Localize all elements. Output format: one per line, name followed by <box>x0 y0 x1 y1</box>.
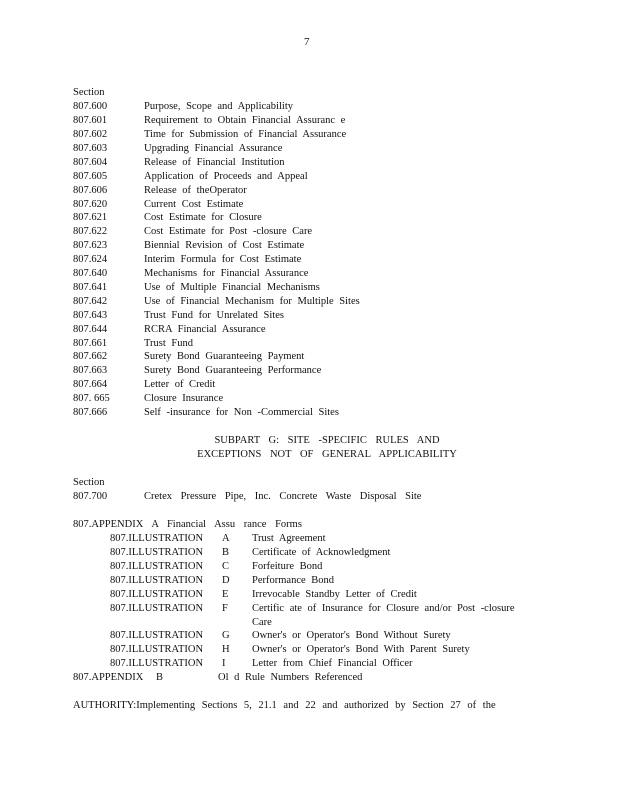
toc-number: 807.662 <box>73 351 108 362</box>
section-heading: Section <box>73 87 105 98</box>
toc-number: 807.666 <box>73 407 108 418</box>
toc-number: 807.623 <box>73 240 108 251</box>
toc-number: 807.644 <box>73 324 108 335</box>
page-number: 7 <box>304 36 310 48</box>
illustration-name: 807.ILLUSTRATION <box>110 658 204 669</box>
illustration-desc: Trust Agreement <box>252 533 326 544</box>
toc-title: Requirement to Obtain Financial Assuranc e <box>144 115 346 126</box>
illustration-name: 807.ILLUSTRATION <box>110 533 204 544</box>
toc-number: 807.620 <box>73 199 108 210</box>
illustration-name: 807.ILLUSTRATION <box>110 561 204 572</box>
illustration-letter: B <box>222 547 230 558</box>
toc-title: Use of Multiple Financial Mechanisms <box>144 282 320 293</box>
toc-number: 807.642 <box>73 296 108 307</box>
illustration-desc: Certific ate of Insurance for Closure and/or Post -closure <box>252 603 515 614</box>
illustration-name: 807.ILLUSTRATION <box>110 575 204 586</box>
toc-title: Upgrading Financial Assurance <box>144 143 283 154</box>
toc-title: Surety Bond Guaranteeing Payment <box>144 351 305 362</box>
toc-title: Purpose, Scope and Applicability <box>144 101 293 112</box>
section-heading: Section <box>73 477 105 488</box>
toc-number: 807.640 <box>73 268 108 279</box>
illustration-desc: Owner's or Operator's Bond Without Surety <box>252 630 451 641</box>
illustration-desc-continued: Care <box>252 617 272 628</box>
toc-title: Interim Formula for Cost Estimate <box>144 254 302 265</box>
toc-title: Use of Financial Mechanism for Multiple Sites <box>144 296 360 307</box>
toc-title: Cretex Pressure Pipe, Inc. Concrete Waste Disposal Site <box>144 491 422 502</box>
toc-title: Mechanisms for Financial Assurance <box>144 268 309 279</box>
toc-title: Trust Fund for Unrelated Sites <box>144 310 284 321</box>
illustration-letter: I <box>222 658 226 669</box>
toc-title: Cost Estimate for Closure <box>144 212 262 223</box>
toc-title: Surety Bond Guaranteeing Performance <box>144 365 322 376</box>
illustration-name: 807.ILLUSTRATION <box>110 630 204 641</box>
illustration-desc: Certificate of Acknowledgment <box>252 547 391 558</box>
illustration-letter: F <box>222 603 228 614</box>
illustration-letter: C <box>222 561 230 572</box>
toc-number: 807. 665 <box>73 393 110 404</box>
appendix-b-desc: Ol d Rule Numbers Referenced <box>218 672 363 683</box>
illustration-letter: G <box>222 630 230 641</box>
authority-note: AUTHORITY:Implementing Sections 5, 21.1 and 22 and authorized by Section 27 of the <box>73 700 496 711</box>
appendix-b-name: 807.APPENDIX <box>73 672 144 683</box>
illustration-name: 807.ILLUSTRATION <box>110 589 204 600</box>
toc-number: 807.664 <box>73 379 108 390</box>
toc-title: Trust Fund <box>144 338 194 349</box>
toc-title: Closure Insurance <box>144 393 224 404</box>
toc-number: 807.621 <box>73 212 108 223</box>
illustration-letter: A <box>222 533 230 544</box>
toc-title: Letter of Credit <box>144 379 216 390</box>
toc-number: 807.602 <box>73 129 108 140</box>
illustration-desc: Owner's or Operator's Bond With Parent Surety <box>252 644 470 655</box>
toc-number: 807.603 <box>73 143 108 154</box>
toc-number: 807.700 <box>73 491 108 502</box>
toc-number: 807.604 <box>73 157 108 168</box>
toc-title: Application of Proceeds and Appeal <box>144 171 308 182</box>
toc-title: Current Cost Estimate <box>144 199 244 210</box>
subpart-title-line2: EXCEPTIONS NOT OF GENERAL APPLICABILITY <box>197 449 457 460</box>
appendix-a-title: 807.APPENDIX A Financial Assu rance Forms <box>73 519 302 530</box>
subpart-title-line1: SUBPART G: SITE -SPECIFIC RULES AND <box>214 435 440 446</box>
illustration-desc: Irrevocable Standby Letter of Credit <box>252 589 417 600</box>
toc-number: 807.605 <box>73 171 108 182</box>
toc-number: 807.606 <box>73 185 108 196</box>
illustration-desc: Letter from Chief Financial Officer <box>252 658 413 669</box>
toc-title: RCRA Financial Assurance <box>144 324 266 335</box>
toc-number: 807.601 <box>73 115 108 126</box>
toc-title: Time for Submission of Financial Assurance <box>144 129 347 140</box>
illustration-desc: Forfeiture Bond <box>252 561 323 572</box>
illustration-name: 807.ILLUSTRATION <box>110 644 204 655</box>
illustration-desc: Performance Bond <box>252 575 335 586</box>
illustration-letter: D <box>222 575 230 586</box>
toc-number: 807.624 <box>73 254 108 265</box>
toc-number: 807.643 <box>73 310 108 321</box>
toc-title: Release of Financial Institution <box>144 157 285 168</box>
appendix-b-letter: B <box>156 672 164 683</box>
toc-title: Biennial Revision of Cost Estimate <box>144 240 305 251</box>
toc-number: 807.641 <box>73 282 108 293</box>
illustration-letter: E <box>222 589 229 600</box>
toc-number: 807.661 <box>73 338 108 349</box>
toc-title: Cost Estimate for Post -closure Care <box>144 226 313 237</box>
toc-title: Release of theOperator <box>144 185 247 196</box>
toc-number: 807.663 <box>73 365 108 376</box>
toc-number: 807.622 <box>73 226 108 237</box>
toc-title: Self -insurance for Non -Commercial Sites <box>144 407 339 418</box>
toc-number: 807.600 <box>73 101 108 112</box>
illustration-letter: H <box>222 644 230 655</box>
illustration-name: 807.ILLUSTRATION <box>110 547 204 558</box>
illustration-name: 807.ILLUSTRATION <box>110 603 204 614</box>
